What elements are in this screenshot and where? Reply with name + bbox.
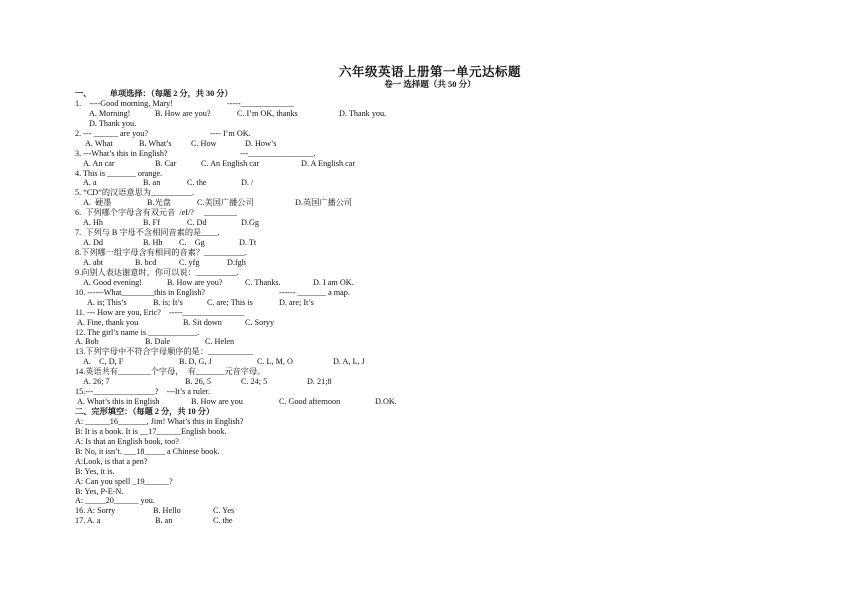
text-line	[75, 337, 795, 347]
text-line	[75, 496, 795, 506]
text-line	[75, 417, 795, 427]
text-segment: C. How	[191, 138, 217, 148]
text-line	[75, 328, 795, 338]
text-line	[75, 377, 795, 387]
text-segment: B. an	[155, 516, 173, 526]
text-segment: 13.下列字母中不符合字母顺序的是：___________	[75, 347, 254, 357]
section-subtitle: 卷一 选择题（共 50 分）	[384, 79, 476, 89]
text-segment: C. are; This is	[207, 297, 253, 307]
text-line	[75, 159, 795, 169]
text-segment: A. An car	[83, 158, 115, 168]
text-line	[75, 248, 795, 258]
text-line	[75, 139, 795, 149]
text-line	[75, 387, 795, 397]
text-segment: C. L, M, O	[257, 357, 293, 367]
text-segment: B. Hh	[143, 238, 163, 248]
text-segment: A. Morning!	[89, 108, 131, 118]
text-line	[75, 308, 795, 318]
text-segment: 4. This is _______ orange.	[75, 168, 163, 178]
text-segment: A. abt	[83, 257, 104, 267]
text-segment: D.OK.	[375, 397, 397, 407]
text-segment: 3. ---What’s this in English?	[75, 148, 168, 158]
text-segment: D.fgh	[227, 257, 246, 267]
text-segment: B. is; It’s	[153, 297, 183, 307]
text-line	[75, 477, 795, 487]
text-segment: A. Fine, thank you	[77, 317, 139, 327]
text-segment: 12. The girl’s name is ____________.	[75, 327, 200, 337]
text-segment: B: It is a book. It is __17______English book.	[75, 426, 227, 436]
text-line	[75, 169, 795, 179]
text-segment: B.光盘	[147, 198, 171, 208]
text-segment: 9.向别人表达谢意时，你可以说：__________.	[75, 267, 239, 277]
text-segment: D.英国广播公司	[295, 198, 353, 208]
text-line	[75, 467, 795, 477]
text-segment: A. is; This’s	[87, 297, 127, 307]
text-segment: C. the	[187, 178, 207, 188]
text-segment: C. Helen	[205, 337, 235, 347]
exam-body	[75, 89, 795, 526]
text-segment: 二、完形填空：（每题 2 分，共 10 分）	[75, 407, 215, 416]
text-segment: B. Sit down	[183, 317, 222, 327]
text-segment: D. Thank you.	[89, 118, 137, 128]
text-segment: A. a	[83, 178, 97, 188]
text-segment: -----_____________	[227, 98, 294, 108]
text-segment: A. What	[85, 138, 113, 148]
text-segment: C. An English car	[201, 158, 260, 168]
text-segment: A. Bob	[75, 337, 99, 347]
text-segment: D. A English car	[301, 158, 356, 168]
text-segment: B: Yes, P-E-N.	[75, 486, 124, 496]
text-segment: ---________________.	[240, 148, 316, 158]
text-segment: C. Dd	[187, 218, 207, 228]
text-segment: 11. --- How are you, Eric? -----_______________	[75, 307, 245, 317]
text-segment: B. D, G, J	[179, 357, 212, 367]
text-segment: C. Thanks.	[245, 277, 281, 287]
text-segment: 7. 下列与 B 字母不含相同音素的是____.	[75, 228, 220, 238]
text-line	[75, 99, 795, 109]
text-segment: B. Hello	[153, 506, 181, 516]
text-segment: A: Is that an English book, too?	[75, 436, 179, 446]
text-segment: B. Dale	[145, 337, 171, 347]
text-line	[75, 427, 795, 437]
text-segment: A: ______16_______, Jim! What’s this in English?	[75, 416, 244, 426]
text-segment: B. an	[143, 178, 161, 188]
text-segment: 16. A: Sorry	[75, 506, 116, 516]
text-segment: B. Car	[155, 158, 177, 168]
text-segment: C. the	[213, 516, 233, 526]
text-segment: D. /	[241, 178, 254, 188]
text-segment: B. bcd	[135, 257, 157, 267]
text-line	[75, 437, 795, 447]
text-segment: 2. --- ______ are you?	[75, 128, 148, 138]
text-segment: D.Gg	[241, 218, 259, 228]
text-line	[75, 119, 795, 129]
text-line	[75, 487, 795, 497]
text-line	[75, 208, 795, 218]
text-segment: ------ _______ a map.	[279, 287, 350, 297]
text-line	[75, 447, 795, 457]
text-segment: D. 21;8	[307, 377, 332, 387]
text-line	[75, 457, 795, 467]
text-line	[75, 238, 795, 248]
text-line	[75, 258, 795, 268]
text-segment: D. I am OK.	[313, 277, 354, 287]
text-line	[75, 109, 795, 119]
text-segment: C. I’m OK, thanks	[237, 108, 298, 118]
text-line	[75, 318, 795, 328]
text-segment: B. Ff	[143, 218, 160, 228]
text-segment: A. Hh	[83, 218, 104, 228]
text-segment: A: _____20______ you.	[75, 496, 155, 506]
text-segment: B. 26, 5	[185, 377, 211, 387]
text-segment: 6. 下列哪个字母含有双元音 /eI/? ________	[75, 208, 237, 218]
text-line	[75, 278, 795, 288]
text-line	[75, 367, 795, 377]
text-line	[75, 288, 795, 298]
text-segment: B. How are you?	[167, 277, 223, 287]
text-segment: D. A, L, J	[333, 357, 365, 367]
text-segment: C. Gg	[179, 238, 205, 248]
text-line	[75, 407, 795, 417]
text-segment: B: No, it isn’t. ___18_____ a Chinese book.	[75, 446, 220, 456]
text-segment: 1. ----Good morning, Mary!	[75, 98, 173, 108]
text-segment: C. 24; 5	[241, 377, 268, 387]
text-segment: B: Yes, it is.	[75, 466, 115, 476]
text-line	[75, 89, 795, 99]
text-segment: 一、 单项选择：（每题 2 分，共 30 分）	[75, 89, 233, 98]
text-segment: D. Thank you.	[339, 108, 387, 118]
text-segment: ---- I’m OK.	[210, 128, 251, 138]
text-line	[75, 198, 795, 208]
text-segment: A:Look, is that a pen?	[75, 456, 148, 466]
text-segment: B. What’s	[139, 138, 172, 148]
text-line	[75, 357, 795, 367]
text-line	[75, 506, 795, 516]
text-line	[75, 228, 795, 238]
text-segment: 15.---_______________? ---It’s a ruler.	[75, 387, 211, 397]
text-line	[75, 516, 795, 526]
text-segment: 17. A. a	[75, 516, 101, 526]
text-segment: B. How are you?	[155, 108, 211, 118]
text-segment: A. What’s this in English	[77, 397, 160, 407]
text-segment: D. are; It’s	[279, 297, 314, 307]
text-line	[75, 178, 795, 188]
text-segment: 14.英语共有________个字母， 有_______元音字母。	[75, 367, 266, 377]
text-segment: A. Dd	[83, 238, 104, 248]
text-segment: 5. “CD”的汉语意思为__________.	[75, 188, 194, 198]
text-line	[75, 268, 795, 278]
text-line	[75, 397, 795, 407]
text-segment: C.美国广播公司	[197, 198, 254, 208]
text-segment: A. C, D, F	[83, 357, 124, 367]
page-title: 六年级英语上册第一单元达标题	[338, 65, 521, 79]
text-line	[75, 347, 795, 357]
text-line	[75, 149, 795, 159]
text-segment: C. Yes	[213, 506, 235, 516]
text-segment: C. Good afternoon	[279, 397, 341, 407]
text-segment: A. Good evening!	[83, 277, 142, 287]
text-segment: 10. ------What________this in English?	[75, 287, 206, 297]
text-line	[75, 129, 795, 139]
text-line	[75, 188, 795, 198]
text-segment: A. 26; 7	[83, 377, 110, 387]
text-segment: D. Tt	[239, 238, 257, 248]
text-line	[75, 298, 795, 308]
text-segment: D. How’s	[245, 138, 277, 148]
text-segment: C. Soryy	[245, 317, 275, 327]
text-segment: C. yfg	[179, 257, 200, 267]
text-segment: 8.下列哪一组字母含有相同的音素？__________.	[75, 248, 247, 257]
text-line	[75, 218, 795, 228]
text-segment: B. How are you	[191, 397, 243, 407]
text-segment: A. 硬墨	[83, 198, 112, 208]
text-segment: A: Can you spell _19______?	[75, 476, 173, 486]
